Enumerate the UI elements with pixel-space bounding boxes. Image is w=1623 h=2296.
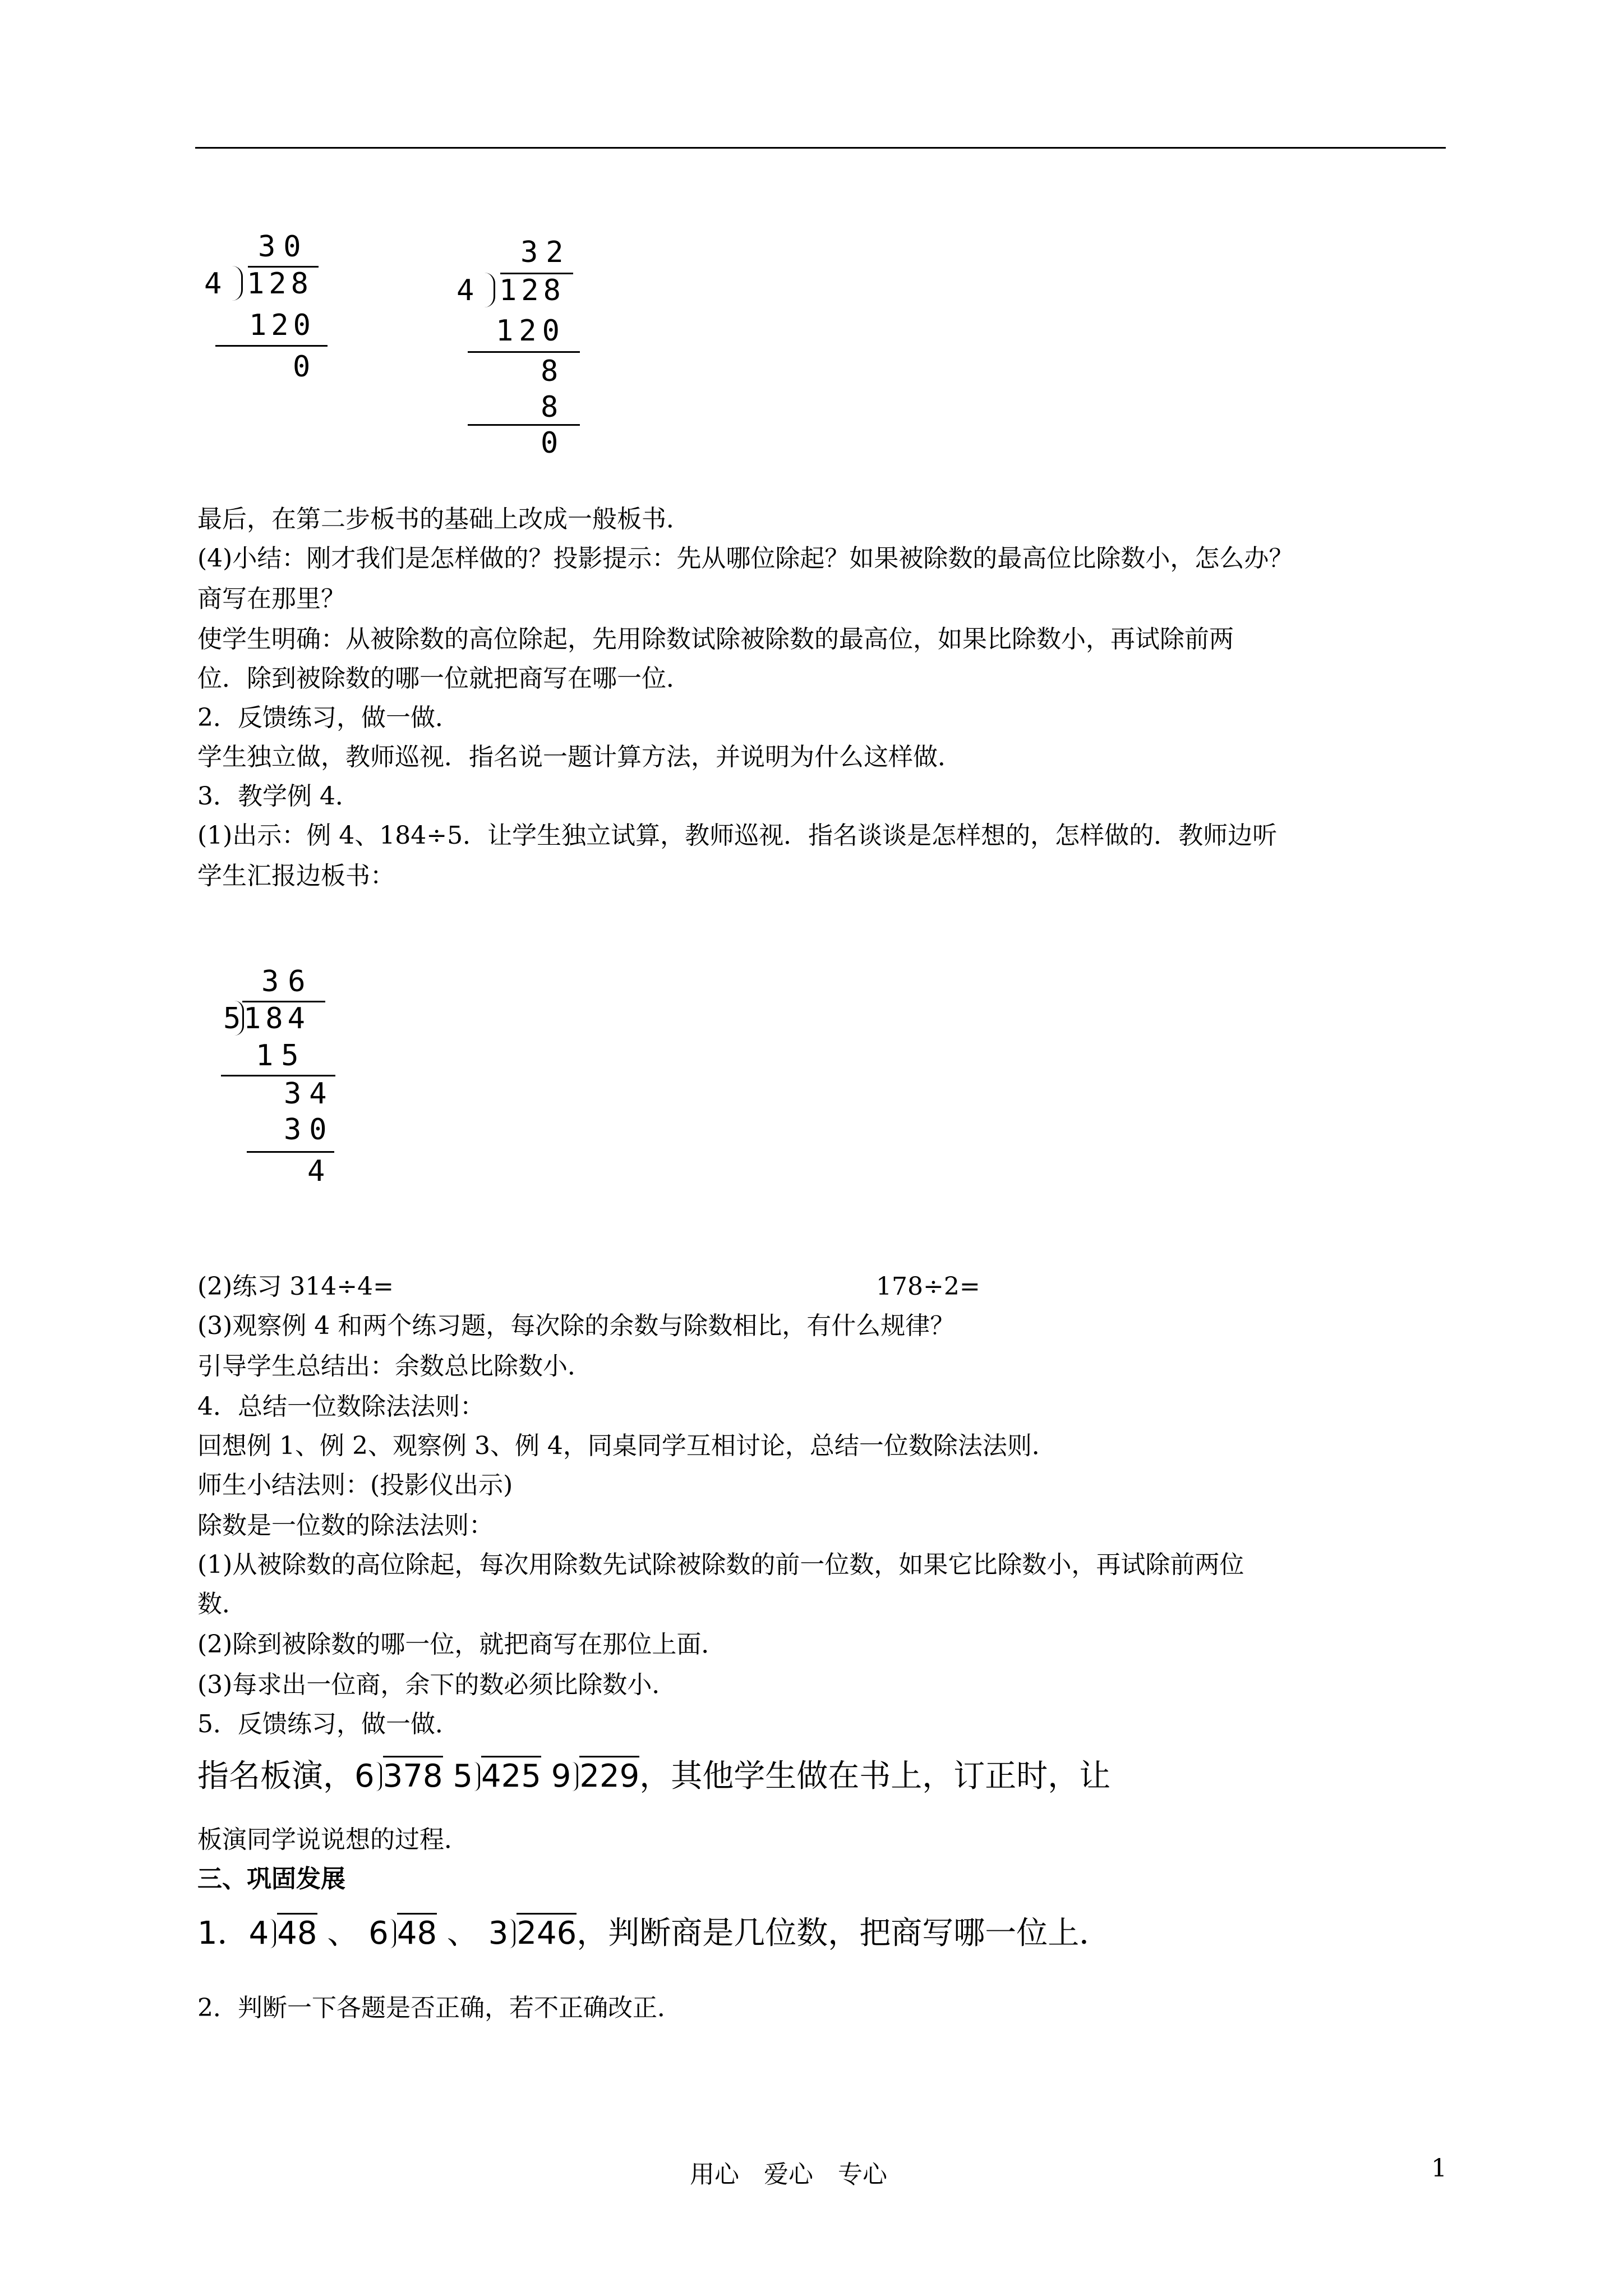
long-division-2 <box>454 236 600 460</box>
text-line: 3．教学例 4． <box>197 782 360 811</box>
header-rule <box>195 147 1446 149</box>
text-line: (3)每求出一位商，余下的数必须比除数小． <box>197 1671 677 1699</box>
exercise-b: 178÷2= <box>876 1272 980 1301</box>
footer-slogan: 用心 爱心 专心 <box>690 2160 887 2189</box>
long-division-3 <box>219 965 365 1200</box>
inline-division: 3 246 <box>488 1913 577 1950</box>
subtraction-bar <box>468 351 580 353</box>
text-line: 商写在那里？ <box>197 585 345 613</box>
text-line: 2．反馈练习，做一做． <box>197 703 460 732</box>
long-division-1 <box>202 230 348 387</box>
inline-division: 5 425 <box>453 1756 541 1793</box>
remainder: 0 <box>293 350 311 384</box>
text-line: 5．反馈练习，做一做． <box>197 1710 460 1738</box>
dividend: 184 <box>243 1002 310 1036</box>
division-bracket <box>485 273 495 307</box>
text-line: 引导学生总结出：余数总比除数小． <box>197 1352 592 1381</box>
text-line: 4．总结一位数除法法则： <box>197 1392 485 1421</box>
quotient: 32 <box>520 236 571 269</box>
subtraction-bar <box>221 1075 335 1076</box>
dividend: 128 <box>499 274 565 307</box>
divisor: 4 <box>457 274 474 307</box>
subtraction-bar-2 <box>468 424 580 426</box>
divisor: 4 <box>204 267 222 301</box>
quotient: 30 <box>258 230 309 264</box>
partial-product: 120 <box>496 314 565 348</box>
divisor: 5 <box>223 1002 241 1036</box>
text-line: (1)出示：例 4、184÷5．让学生独立试算，教师巡视．指名谈谈是怎样想的，怎样做的．教师边听 <box>197 821 1278 850</box>
partial-product-2: 30 <box>284 1113 335 1147</box>
text-line <box>197 1270 1448 1304</box>
text-line: 数． <box>197 1590 247 1618</box>
text-line: 板演同学说说想的过程． <box>197 1825 469 1854</box>
division-bracket <box>234 1001 244 1036</box>
text-line: (2)除到被除数的哪一位，就把商写在那位上面． <box>197 1630 726 1659</box>
partial-dividend: 34 <box>284 1077 335 1111</box>
quotient: 36 <box>261 965 315 999</box>
partial-dividend: 8 <box>541 355 559 388</box>
text-line: (3)观察例 4 和两个练习题，每次除的余数与除数相比，有什么规律？ <box>197 1312 955 1340</box>
text-line: 最后，在第二步板书的基础上改成一般板书． <box>197 505 691 533</box>
text-line-exercise-board: 指名板演，6 378 5 425 9 229，其他学生做在书上，订正时，让 <box>197 1756 1110 1793</box>
text-line: 2．判断一下各题是否正确，若不正确改正． <box>197 1994 682 2022</box>
text-line-judgement: 1．4 48 、 6 48 、 3 246，判断商是几位数，把商写哪一位上． <box>197 1913 1110 1950</box>
text-line: (4)小结：刚才我们是怎样做的？投影提示：先从哪位除起？如果被除数的最高位比除数小，怎么办？ <box>197 544 1294 573</box>
inline-division: 6 48 <box>368 1913 437 1950</box>
text-line: 学生汇报边板书： <box>197 862 395 890</box>
page-number: 1 <box>1431 2154 1447 2183</box>
partial-product: 120 <box>249 309 315 342</box>
text-line: 师生小结法则：(投影仪出示) <box>197 1471 513 1499</box>
text-line: 使学生明确：从被除数的高位除起，先用除数试除被除数的最高位，如果比除数小，再试除前两 <box>197 625 1234 654</box>
inline-division: 9 229 <box>551 1756 640 1793</box>
text-line: 位．除到被除数的哪一位就把商写在哪一位． <box>197 664 691 693</box>
inline-division: 4 48 <box>249 1913 317 1950</box>
text-line: (1)从被除数的高位除起，每次用除数先试除被除数的前一位数，如果它比除数小，再试除前两位 <box>197 1550 1244 1579</box>
remainder: 4 <box>307 1154 325 1188</box>
section-heading: 三、巩固发展 <box>197 1865 345 1893</box>
dividend: 128 <box>247 267 313 301</box>
inline-division: 6 378 <box>354 1756 443 1793</box>
text-line: 除数是一位数的除法法则： <box>197 1511 494 1540</box>
remainder: 0 <box>541 426 559 460</box>
text-line: 回想例 1、例 2、观察例 3、例 4，同桌同学互相讨论，总结一位数除法法则． <box>197 1432 1057 1460</box>
exercise-a: (2)练习 314÷4= <box>197 1272 394 1301</box>
division-bracket <box>232 266 243 301</box>
text-line: 学生独立做，教师巡视．指名说一题计算方法，并说明为什么这样做． <box>197 743 962 771</box>
partial-product-2: 8 <box>541 390 559 424</box>
subtraction-bar-2 <box>247 1151 334 1153</box>
subtraction-bar <box>215 345 328 347</box>
partial-product: 15 <box>256 1039 307 1073</box>
